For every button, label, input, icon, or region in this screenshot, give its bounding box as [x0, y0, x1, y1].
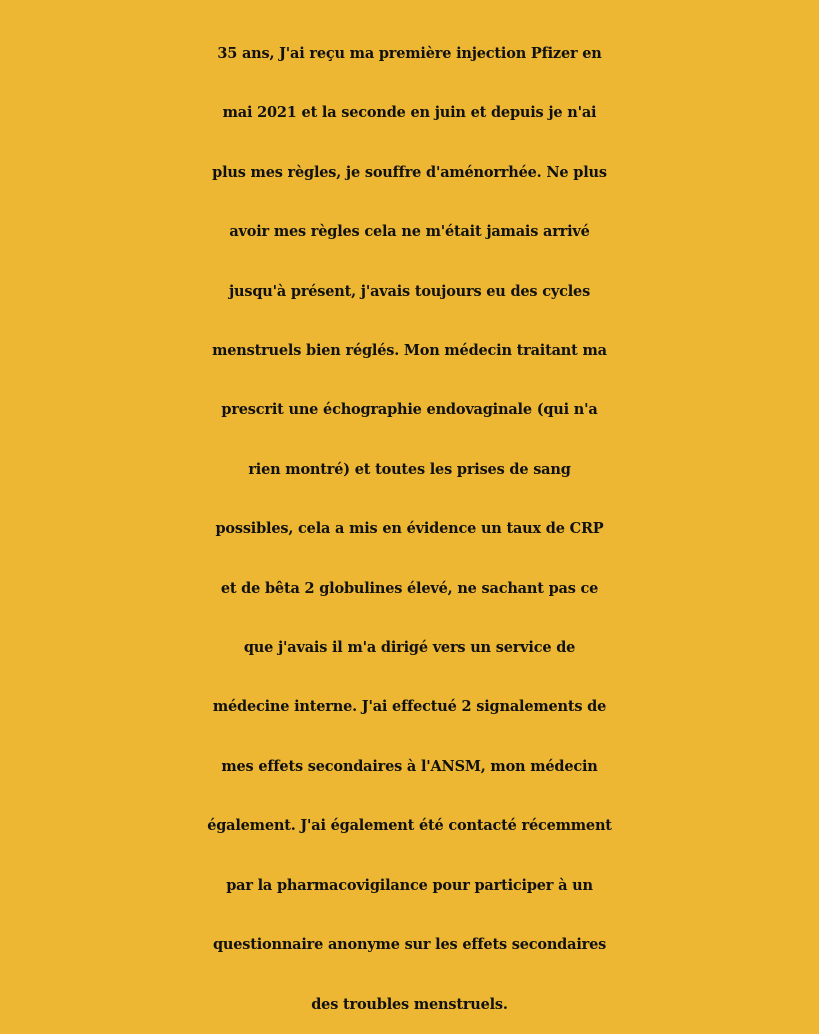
testimony-line: avoir mes règles cela ne m'était jamais arrivé — [229, 223, 590, 241]
testimony-line: et de bêta 2 globulines élevé, ne sachant pas ce — [220, 579, 599, 597]
testimony-line: mai 2021 et la seconde en juin et depuis je n'ai — [222, 104, 597, 122]
testimony-line: médecine interne. J'ai effectué 2 signalements de — [212, 698, 607, 716]
testimony-line: mes effets secondaires à l'ANSM, mon médecin — [221, 757, 598, 775]
testimony-line: 35 ans, J'ai reçu ma première injection Pfizer en — [217, 45, 602, 62]
testimony-line: rien montré) et toutes les prises de sang — [248, 460, 571, 478]
testimony-line: menstruels bien réglés. Mon médecin traitant ma — [212, 342, 607, 360]
testimony-line: également. J'ai également été contacté récemment — [207, 817, 612, 835]
testimony-line: des troubles menstruels. — [311, 995, 508, 1013]
testimony-line: plus mes règles, je souffre d'aménorrhée. Ne plus — [212, 163, 607, 181]
testimony-line: jusqu'à présent, j'avais toujours eu des cycles — [228, 282, 591, 300]
testimony-line: possibles, cela a mis en évidence un taux de CRP — [215, 520, 604, 538]
testimony-line: questionnaire anonyme sur les effets secondaires — [212, 936, 607, 954]
testimony-line: par la pharmacovigilance pour participer à un — [226, 876, 593, 894]
testimony-text — [0, 24, 819, 1034]
testimony-line: que j'avais il m'a dirigé vers un service de — [243, 639, 576, 657]
testimony-line: prescrit une échographie endovaginale (qui n'a — [221, 401, 598, 419]
